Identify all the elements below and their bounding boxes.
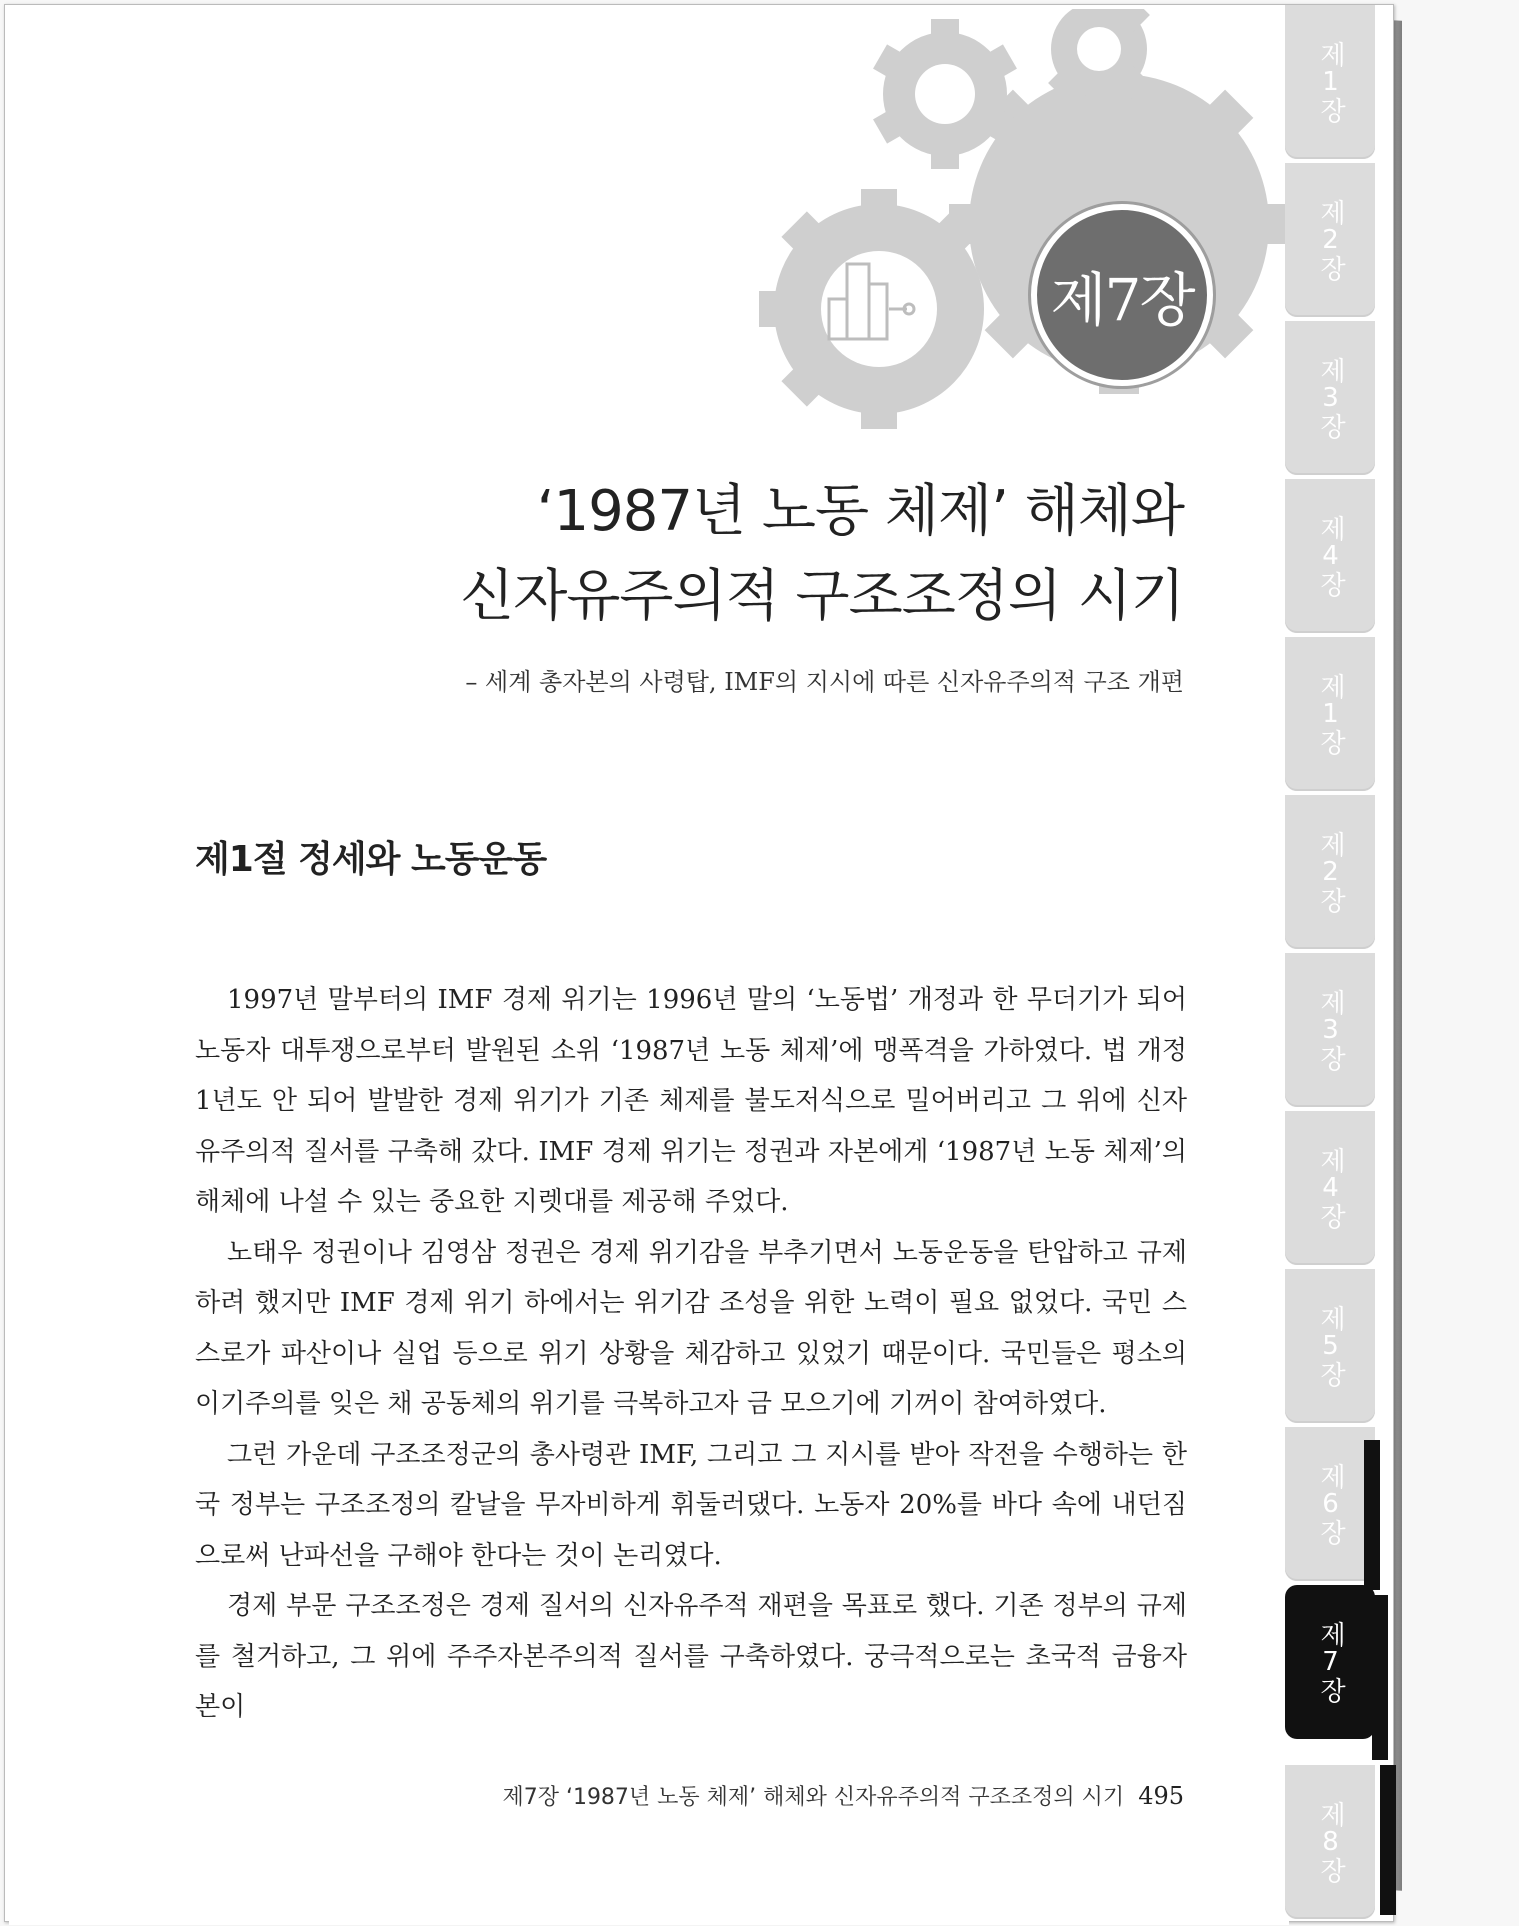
section-heading: 제1절 정세와 노동운동: [195, 839, 547, 880]
page-number: 495: [1138, 1782, 1184, 1810]
book-page: [4, 4, 1394, 1922]
body-text: [195, 975, 1187, 1733]
page-content: [9, 9, 1289, 1925]
tab-chapter[interactable]: 제1장: [1285, 5, 1375, 159]
page-footer: [502, 1780, 1184, 1811]
edge-marker: [1364, 1440, 1380, 1590]
tab-chapter-active[interactable]: 제7장: [1285, 1585, 1375, 1739]
paragraph: 1997년 말부터의 IMF 경제 위기는 1996년 말의 ‘노동법’ 개정과 한 무더기가 되어 노동자 대투쟁으로부터 발원된 소위 ‘1987년 노동 체제’에 맹폭격을 가하였다. 법 개정 1년도 안 되어 발발한 경제 위기가 기존 체제를 불도저식으로 밀어버리고 그 위에 신자유주의적 질서를 구축해 갔다. IMF 경제 위기는 정권과 자본에게 ‘1987년 노동 체제’의 해체에 나설 수 있는 중요한 지렛대를 제공해 주었다.: [195, 985, 1187, 1217]
paragraph: 그런 가운데 구조조정군의 총사령관 IMF, 그리고 그 지시를 받아 작전을 수행하는 한국 정부는 구조조정의 칼날을 무자비하게 휘둘러댔다. 노동자 20%를 바다 속에 내던짐으로써 난파선을 구해야 한다는 것이 논리였다.: [195, 1439, 1187, 1571]
edge-marker: [1380, 1765, 1396, 1915]
tab-chapter[interactable]: 제4장: [1285, 479, 1375, 633]
gear-medium-hole: [821, 251, 937, 367]
edge-marker: [1372, 1595, 1388, 1760]
tab-chapter[interactable]: 제6장: [1285, 1427, 1375, 1581]
chapter-subtitle: – 세계 총자본의 사령탑, IMF의 지시에 따른 신자유주의적 구조 개편: [465, 668, 1184, 696]
tab-chapter[interactable]: 제4장: [1285, 1111, 1375, 1265]
paragraph: 경제 부문 구조조정은 경제 질서의 신자유주적 재편을 목표로 했다. 기존 정부의 규제를 철거하고, 그 위에 주주자본주의적 질서를 구축하였다. 궁극적으로는 초국적 금융자본이: [195, 1591, 1187, 1722]
paragraph: 노태우 정권이나 김영삼 정권은 경제 위기감을 부추기면서 노동운동을 탄압하고 규제하려 했지만 IMF 경제 위기 하에서는 위기감 조성을 위한 노력이 필요 없었다. 국민 스스로가 파산이나 실업 등으로 위기 상황을 체감하고 있었기 때문이다. 국민들은 평소의 이기주의를 잊은 채 공동체의 위기를 극복하고자 금 모으기에 기꺼이 참여하였다.: [195, 1237, 1187, 1419]
chapter-title: [284, 469, 1184, 639]
running-footer: 제7장 ‘1987년 노동 체제’ 해체와 신자유주의적 구조조정의 시기: [502, 1785, 1125, 1810]
page-edge-markers: [1362, 0, 1402, 1926]
tab-chapter[interactable]: 제8장: [1285, 1765, 1375, 1919]
tab-chapter[interactable]: 제2장: [1285, 163, 1375, 317]
tab-chapter[interactable]: 제1장: [1285, 637, 1375, 791]
tab-chapter[interactable]: 제2장: [1285, 795, 1375, 949]
chapter-title-line-1: ‘1987년 노동 체제’ 해체와: [536, 479, 1184, 544]
chapter-title-line-2: 신자유주의적 구조조정의 시기: [460, 564, 1184, 629]
tab-chapter[interactable]: 제3장: [1285, 953, 1375, 1107]
tab-chapter[interactable]: 제3장: [1285, 321, 1375, 475]
gears-illustration: [729, 9, 1289, 429]
chapter-badge: 제7장: [1031, 204, 1213, 386]
tab-chapter[interactable]: 제5장: [1285, 1269, 1375, 1423]
